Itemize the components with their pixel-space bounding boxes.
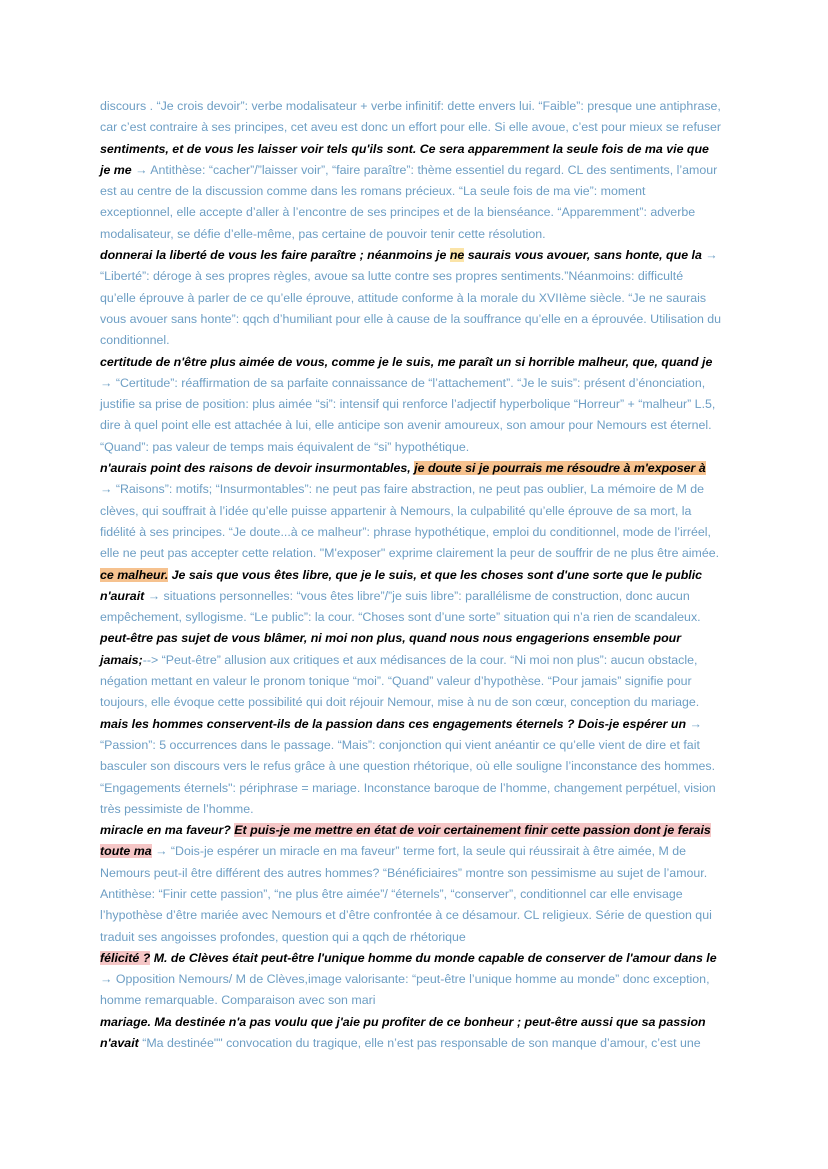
quote-text: saurais vous avouer, sans honte, que la bbox=[464, 248, 702, 263]
text-line bbox=[100, 714, 740, 735]
quote-text: sentiments, et de vous les laisser voir tels qu'ils sont. Ce sera apparemment la seule fois de ma vie que bbox=[100, 141, 709, 156]
text-line bbox=[100, 352, 740, 373]
text-line bbox=[100, 756, 740, 777]
text-line bbox=[100, 905, 740, 926]
commentary-text: elle ne peut pas accepter cette relation. "M'exposer" exprime clairement la peur de souffrir de ne plus être aimée. bbox=[100, 546, 720, 561]
text-line bbox=[100, 288, 740, 309]
text-line bbox=[100, 501, 740, 522]
commentary-text: → “Raisons”: motifs; “Insurmontables”: ne peut pas faire abstraction, ne peut pas oublier, La mémoire de M de bbox=[100, 482, 704, 497]
commentary-text: basculer son discours vers le refus grâce à une question rhétorique, où elle souligne l’inconstance des hommes. bbox=[100, 759, 716, 774]
text-line bbox=[100, 458, 740, 479]
text-line bbox=[100, 224, 740, 245]
commentary-text: “Engagements éternels": périphrase = mariage. Inconstance baroque de l’homme, changement perpétuel, vision bbox=[100, 780, 716, 795]
commentary-text: discours . “Je crois devoir”: verbe modalisateur + verbe infinitif: dette envers lui. “Faible”: presque une antiphrase, bbox=[100, 99, 721, 113]
commentary-text: homme remarquable. Comparaison avec son mari bbox=[100, 993, 376, 1008]
text-line bbox=[100, 884, 740, 905]
quote-text: Et puis-je me mettre en état de voir certainement finir cette passion dont je ferais bbox=[234, 823, 711, 838]
commentary-text: → bbox=[701, 248, 718, 263]
text-line bbox=[100, 671, 740, 692]
quote-text: Je sais que vous êtes libre, que je le suis, et que les choses sont d'une sorte que le public bbox=[168, 567, 703, 582]
commentary-text: car c’est contraire à ses principes, cet aveu est donc un effort pour elle. Si elle avoue, c’est pour mieux se refuser bbox=[100, 120, 721, 135]
commentary-text: Antithèse: “Finir cette passion”, “ne plus être aimée”/ “éternels”, “conserver”, conditionnel car elle envisage bbox=[100, 886, 683, 901]
commentary-text: exceptionnel, elle accepte d’aller à l’encontre de ses principes et de la bienséance. “Apparemment”: adverbe bbox=[100, 205, 696, 220]
quote-text: n'avait bbox=[100, 1036, 139, 1051]
quote-text: félicité ? bbox=[100, 950, 151, 965]
quote-text: donnerai la liberté de vous les faire paraître ; néanmoins je bbox=[100, 248, 450, 263]
commentary-text: qu’elle éprouve à parler de ce qu’elle éprouve, attitude conforme à la morale du XVIIème siècle. “Je ne saurais bbox=[100, 290, 707, 305]
commentary-text: traduit ses angoisses profondes, question qui a qqch de rhétorique bbox=[100, 929, 466, 944]
text-line bbox=[100, 139, 740, 160]
commentary-text: “Ma destinée"" convocation du tragique, elle n’est pas responsable de son manque d’amour, c’est une bbox=[138, 1036, 701, 1051]
document-body bbox=[100, 96, 740, 1054]
commentary-text: → Opposition Nemours/ M de Clèves,image valorisante: “peut-être l’unique homme au monde” donc exception, bbox=[100, 972, 710, 987]
text-line bbox=[100, 735, 740, 756]
text-line bbox=[100, 415, 740, 436]
commentary-text: toujours, elle évoque cette possibilité qui doit réjouir Nemour, mise à nu de son cœur, conception du mariage. bbox=[100, 695, 700, 710]
quote-text: jamais; bbox=[100, 652, 143, 667]
text-line bbox=[100, 841, 740, 862]
quote-text: certitude de n'être plus aimée de vous, comme je le suis, me paraît un si horrible malheur, que, quand je bbox=[100, 354, 713, 369]
text-line bbox=[100, 394, 740, 415]
quote-text: je doute si je pourrais me résoudre à m'exposer à bbox=[414, 461, 706, 476]
quote-text: M. de Clèves était peut-être l'unique homme du monde capable de conserver de l'amour dans le bbox=[150, 950, 717, 965]
text-line bbox=[100, 969, 740, 990]
text-line bbox=[100, 522, 740, 543]
text-line bbox=[100, 373, 740, 394]
text-line bbox=[100, 309, 740, 330]
commentary-text: est au centre de la discussion comme dans les romans précieux. “La seule fois de ma vie”: moment bbox=[100, 184, 646, 199]
text-line bbox=[100, 437, 740, 458]
text-line bbox=[100, 863, 740, 884]
text-line bbox=[100, 586, 740, 607]
text-line bbox=[100, 565, 740, 586]
commentary-text: conditionnel. bbox=[100, 333, 170, 348]
commentary-text: → “Certitude”: réaffirmation de sa parfaite connaissance de “l’attachement”. “Je le suis”: présent d’énonciation, bbox=[100, 375, 706, 390]
commentary-text: modalisateur, se défie d’elle-même, pas certaine de pouvoir tenir cette résolution. bbox=[100, 226, 546, 241]
text-line bbox=[100, 692, 740, 713]
commentary-text: “Liberté”: déroge à ses propres règles, avoue sa lutte contre ses propres sentiments.”Néanmoins: difficulté bbox=[100, 269, 684, 284]
commentary-text: dire à quel point elle est attachée à lui, elle anticipe son avenir amoureux, son amour pour Nemours est éternel. bbox=[100, 418, 712, 433]
commentary-text: → bbox=[686, 716, 702, 731]
text-line bbox=[100, 479, 740, 500]
quote-text: ne bbox=[449, 248, 465, 263]
quote-text: miracle en ma faveur? bbox=[100, 823, 235, 838]
quote-text: n'aurait bbox=[100, 588, 145, 603]
commentary-text: très pessimiste de l’homme. bbox=[100, 801, 254, 816]
text-line bbox=[100, 1033, 740, 1054]
quote-text: mais les hommes conservent-ils de la passion dans ces engagements éternels ? Dois-je espérer un bbox=[100, 716, 687, 731]
quote-text: toute ma bbox=[100, 844, 152, 859]
commentary-text: négation mettant en valeur le pronom tonique “moi”. “Quand” valeur d’hypothèse. “Pour jamais” signifie pour bbox=[100, 674, 692, 689]
commentary-text: l’hypothèse d’être mariée avec Nemours et d’être confrontée à ce désamour. CL religieux. Série de question qui bbox=[100, 908, 712, 923]
commentary-text: “Quand”: pas valeur de temps mais équivalent de “si” hypothétique. bbox=[100, 439, 470, 454]
commentary-text: fidélité à ses principes. “Je doute...à ce malheur”: phrase hypothétique, emploi du conditionnel, mode de l’irréel, bbox=[100, 524, 711, 539]
commentary-text: justifie sa prise de position: plus aimée “si”: intensif qui renforce l’adjectif hyperbolique “Horreur” + “malheur” L.5, bbox=[100, 397, 716, 412]
quote-text: n'aurais point des raisons de devoir insurmontables, bbox=[100, 461, 415, 476]
commentary-text: vous avouer sans honte”: qqch d’humiliant pour elle à cause de la souffrance qu’elle en a éprouvée. Utilisation du bbox=[100, 311, 722, 326]
text-line bbox=[100, 948, 740, 969]
text-line bbox=[100, 990, 740, 1011]
commentary-text: clèves, qui souffrait à l’idée qu’elle puisse appartenir à Nemours, la culpabilité qu’elle éprouve de sa mort, la bbox=[100, 503, 692, 518]
quote-text: peut-être pas sujet de vous blâmer, ni moi non plus, quand nous nous engagerions ensemble pour bbox=[100, 631, 682, 646]
quote-text: mariage. Ma destinée n'a pas voulu que j'aie pu profiter de ce bonheur ; peut-être aussi que sa passion bbox=[100, 1014, 706, 1029]
text-line bbox=[100, 245, 740, 266]
text-line bbox=[100, 160, 740, 181]
text-line bbox=[100, 799, 740, 820]
text-line bbox=[100, 1012, 740, 1033]
text-line bbox=[100, 628, 740, 649]
text-line bbox=[100, 650, 740, 671]
commentary-text: → Antithèse: “cacher”/”laisser voir”, “faire paraître”: thème essentiel du regard. CL des sentiments, l’amour bbox=[131, 162, 718, 177]
commentary-text: Nemours peut-il être différent des autres hommes? “Bénéficiaires” montre son pessimisme au sujet de l’amour. bbox=[100, 865, 708, 880]
commentary-text: → situations personnelles: “vous êtes libre”/”je suis libre”: parallélisme de construction, donc aucun bbox=[144, 588, 690, 603]
quote-text: je me bbox=[100, 162, 132, 177]
commentary-text: empêchement, syllogisme. “Le public”: la cour. “Choses sont d’une sorte” situation qui n’a rien de scandaleux. bbox=[100, 610, 701, 625]
text-line bbox=[100, 117, 740, 138]
commentary-text: “Passion”: 5 occurrences dans le passage. “Mais”: conjonction qui vient anéantir ce qu’elle vient de dire et fait bbox=[100, 737, 700, 752]
text-line bbox=[100, 607, 740, 628]
text-line bbox=[100, 820, 740, 841]
text-line bbox=[100, 96, 740, 117]
text-line bbox=[100, 181, 740, 202]
text-line bbox=[100, 778, 740, 799]
text-line bbox=[100, 330, 740, 351]
commentary-text: --> “Peut-être” allusion aux critiques et aux médisances de la cour. “Ni moi non plus”: aucun obstacle, bbox=[142, 652, 698, 667]
text-line bbox=[100, 266, 740, 287]
text-line bbox=[100, 543, 740, 564]
text-line bbox=[100, 202, 740, 223]
text-line bbox=[100, 927, 740, 948]
quote-text: ce malheur. bbox=[100, 567, 169, 582]
commentary-text: → “Dois-je espérer un miracle en ma faveur” terme fort, la seule qui réussirait à être aimée, M de bbox=[151, 844, 687, 859]
